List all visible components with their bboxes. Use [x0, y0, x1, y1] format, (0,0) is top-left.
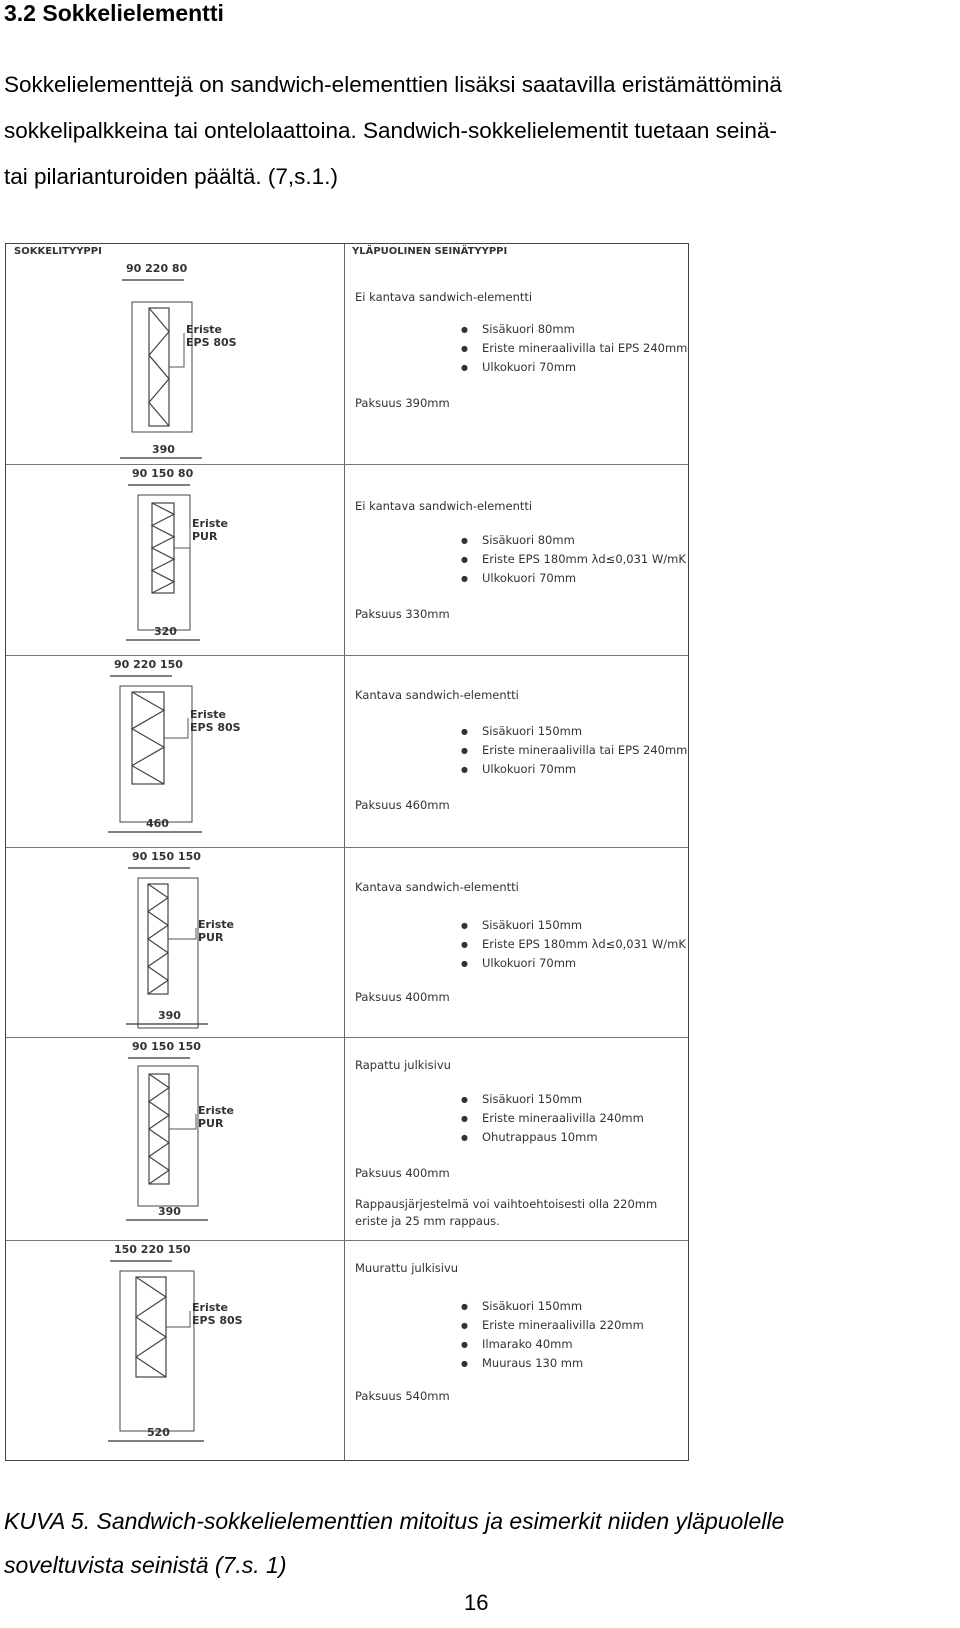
wall-type-description	[351, 1241, 688, 1462]
dimension-bottom-label: 520	[147, 1426, 170, 1439]
wall-layer-list	[461, 722, 687, 779]
wall-type-title: Ei kantava sandwich-elementti	[355, 499, 533, 513]
wall-layer-item: ● Muuraus 130 mm	[461, 1354, 644, 1373]
insulation-type-label: PUR	[198, 1117, 224, 1130]
wall-layer-item: ● Ulkokuori 70mm	[461, 358, 687, 377]
wall-type-title: Muurattu julkisivu	[355, 1261, 459, 1275]
wall-layer-item: ● Eriste mineraalivilla 220mm	[461, 1316, 644, 1335]
wall-layer-item: ● Ilmarako 40mm	[461, 1335, 644, 1354]
insulation-label: Eriste	[192, 1301, 228, 1314]
insulation-hatch	[149, 1074, 169, 1184]
wall-layer-item: ● Sisäkuori 80mm	[461, 531, 686, 550]
column-header-seinatyyppi: YLÄPUOLINEN SEINÄTYYPPI	[352, 246, 508, 257]
wall-layer-item: ● Eriste EPS 180mm λd≤0,031 W/mK	[461, 550, 686, 569]
figure-row	[6, 258, 688, 464]
insulation-type-label: PUR	[198, 931, 224, 944]
column-header-sokkelityyppi: SOKKELITYYPPI	[14, 246, 102, 257]
wall-layer-item: ● Sisäkuori 150mm	[461, 916, 686, 935]
insulation-leader	[164, 718, 188, 738]
figure-row	[6, 847, 688, 1037]
sokkeli-figure	[5, 243, 689, 1461]
wall-layer-item: ● Eriste mineraalivilla tai EPS 240mm	[461, 741, 687, 760]
sokkeli-diagram	[6, 1038, 344, 1241]
figure-caption	[4, 1499, 954, 1587]
wall-layer-item: ● Eriste EPS 180mm λd≤0,031 W/mK	[461, 935, 686, 954]
wall-note: Rappausjärjestelmä voi vaihtoehtoisesti olla 220mm eriste ja 25 mm rappaus.	[355, 1197, 658, 1228]
wall-type-title: Kantava sandwich-elementti	[355, 880, 519, 894]
caption-line: soveltuvista seinistä (7.s. 1)	[4, 1552, 287, 1578]
page-number: 16	[464, 1590, 489, 1615]
dimension-top-label: 90 150 80	[132, 467, 194, 480]
wall-layer-item: ● Eriste mineraalivilla 240mm	[461, 1109, 644, 1128]
insulation-hatch	[136, 1277, 166, 1377]
wall-layer-item: ● Ulkokuori 70mm	[461, 569, 686, 588]
wall-type-description	[351, 465, 688, 655]
insulation-leader	[169, 1114, 196, 1129]
insulation-type-label: EPS 80S	[192, 1314, 243, 1327]
dimension-top-label: 90 150 150	[132, 1040, 201, 1053]
paragraph-line: Sokkelielementtejä on sandwich-elementtien lisäksi saatavilla eristämättöminä	[4, 72, 782, 97]
wall-type-description	[351, 656, 688, 847]
wall-layer-item: ● Ohutrappaus 10mm	[461, 1128, 644, 1147]
insulation-hatch	[148, 884, 168, 994]
wall-type-description	[351, 1038, 688, 1240]
wall-type-title: Ei kantava sandwich-elementti	[355, 290, 533, 304]
wall-thickness: Paksuus 390mm	[355, 396, 450, 410]
caption-line: KUVA 5. Sandwich-sokkelielementtien mitoitus ja esimerkit niiden yläpuolelle	[4, 1508, 785, 1534]
wall-layer-item: ● Sisäkuori 150mm	[461, 1090, 644, 1109]
insulation-label: Eriste	[198, 1104, 234, 1117]
insulation-hatch	[132, 692, 164, 784]
wall-thickness: Paksuus 460mm	[355, 798, 450, 812]
insulation-leader	[174, 527, 190, 548]
paragraph-line: sokkelipalkkeina tai ontelolaattoina. Sandwich-sokkelielementit tuetaan seinä-	[4, 118, 777, 143]
sokkeli-diagram	[6, 1241, 344, 1463]
insulation-hatch	[149, 308, 169, 426]
dimension-top-label: 90 220 80	[126, 262, 188, 275]
wall-layer-list	[461, 916, 686, 973]
sokkeli-outline	[138, 495, 190, 630]
wall-layer-list	[461, 320, 687, 377]
dimension-bottom-label: 390	[152, 443, 175, 456]
insulation-type-label: PUR	[192, 530, 218, 543]
wall-layer-item: ● Sisäkuori 150mm	[461, 1297, 644, 1316]
sokkeli-diagram	[6, 656, 344, 848]
dimension-bottom-label: 390	[158, 1009, 181, 1022]
sokkeli-outline	[120, 1271, 194, 1431]
figure-row	[6, 1037, 688, 1240]
dimension-bottom-label: 390	[158, 1205, 181, 1218]
sokkeli-diagram	[6, 258, 344, 464]
wall-layer-item: ● Ulkokuori 70mm	[461, 760, 687, 779]
wall-thickness: Paksuus 330mm	[355, 607, 450, 621]
wall-layer-item: ● Eriste mineraalivilla tai EPS 240mm	[461, 339, 687, 358]
insulation-label: Eriste	[198, 918, 234, 931]
wall-type-title: Rapattu julkisivu	[355, 1058, 451, 1072]
insulation-leader	[169, 333, 184, 367]
insulation-hatch	[152, 503, 174, 593]
wall-layer-item: ● Sisäkuori 80mm	[461, 320, 687, 339]
dimension-top-label: 90 150 150	[132, 850, 201, 863]
insulation-type-label: EPS 80S	[186, 336, 237, 349]
insulation-type-label: EPS 80S	[190, 721, 241, 734]
dimension-bottom-label: 320	[154, 625, 177, 638]
dimension-bottom-label: 460	[146, 817, 169, 830]
wall-type-title: Kantava sandwich-elementti	[355, 688, 519, 702]
insulation-leader	[168, 928, 196, 939]
dimension-top-label: 150 220 150	[114, 1243, 191, 1256]
wall-thickness: Paksuus 540mm	[355, 1389, 450, 1403]
section-heading: 3.2 Sokkelielementti	[4, 0, 224, 26]
paragraph-line: tai pilarianturoiden päältä. (7,s.1.)	[4, 164, 338, 189]
dimension-top-label: 90 220 150	[114, 658, 183, 671]
figure-row	[6, 1240, 688, 1462]
wall-thickness: Paksuus 400mm	[355, 990, 450, 1004]
figure-row	[6, 655, 688, 847]
body-paragraph	[4, 62, 954, 200]
figure-row	[6, 464, 688, 655]
insulation-leader	[166, 1311, 190, 1327]
insulation-label: Eriste	[186, 323, 222, 336]
insulation-label: Eriste	[192, 517, 228, 530]
wall-layer-item: ● Sisäkuori 150mm	[461, 722, 687, 741]
wall-layer-item: ● Ulkokuori 70mm	[461, 954, 686, 973]
wall-type-description	[351, 258, 688, 464]
wall-type-description	[351, 848, 688, 1037]
wall-layer-list	[461, 531, 686, 588]
sokkeli-diagram	[6, 848, 344, 1038]
insulation-label: Eriste	[190, 708, 226, 721]
sokkeli-diagram	[6, 465, 344, 656]
wall-layer-list	[461, 1090, 644, 1147]
wall-thickness: Paksuus 400mm	[355, 1166, 450, 1180]
wall-layer-list	[461, 1297, 644, 1373]
